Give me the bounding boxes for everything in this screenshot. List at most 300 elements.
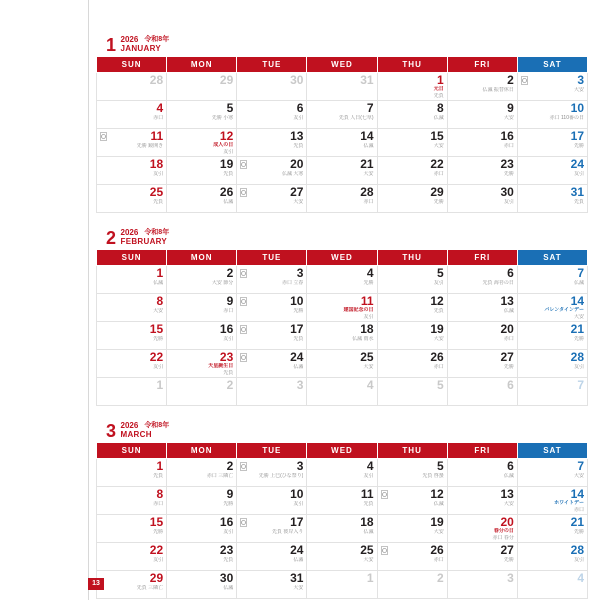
rokuyo-note: 友引 — [573, 557, 584, 563]
day-cell[interactable] — [167, 157, 237, 185]
day-cell[interactable] — [237, 378, 307, 406]
day-cell[interactable] — [307, 185, 377, 213]
day-cell[interactable] — [517, 487, 587, 515]
day-cell[interactable] — [377, 459, 447, 487]
day-cell[interactable] — [307, 129, 377, 157]
rokuyo-note: 大安 — [363, 557, 374, 563]
day-cell[interactable] — [307, 487, 377, 515]
day-cell[interactable] — [237, 459, 307, 487]
week-row — [97, 322, 588, 350]
rokuyo-note: 赤口 春分 — [492, 535, 514, 541]
day-cell[interactable] — [167, 378, 237, 406]
day-number: 1 — [156, 266, 164, 280]
weekday-header-sat: SAT — [517, 250, 587, 266]
day-number: 2 — [226, 459, 234, 473]
week-row — [97, 459, 588, 487]
day-cell[interactable] — [97, 515, 167, 543]
month-name-english: MARCH — [120, 430, 152, 439]
day-cell[interactable] — [517, 459, 587, 487]
day-number: 18 — [360, 322, 374, 336]
calendar-sheet — [96, 28, 588, 607]
day-number: 20 — [290, 157, 304, 171]
rokuyo-note: 先勝 — [153, 336, 164, 342]
day-cell[interactable] — [307, 266, 377, 294]
binding-margin-line — [88, 0, 89, 600]
day-number: 3 — [577, 73, 584, 87]
rokuyo-note: 大安 — [433, 529, 444, 535]
day-cell[interactable] — [97, 266, 167, 294]
day-cell[interactable] — [377, 515, 447, 543]
day-cell[interactable] — [237, 487, 307, 515]
rokuyo-note: 仏滅 — [223, 199, 234, 205]
rokuyo-note: 大安 — [153, 308, 164, 314]
day-cell[interactable] — [377, 487, 447, 515]
day-cell[interactable] — [517, 571, 587, 599]
day-number: 28 — [149, 73, 164, 87]
day-cell[interactable] — [447, 350, 517, 378]
rokuyo-note: 友引 — [503, 199, 514, 205]
day-number: 1 — [366, 571, 374, 585]
day-cell[interactable] — [447, 101, 517, 129]
day-cell[interactable] — [237, 157, 307, 185]
rokuyo-note: 赤口 — [153, 115, 164, 121]
week-row — [97, 266, 588, 294]
day-cell[interactable] — [307, 101, 377, 129]
day-cell[interactable] — [307, 350, 377, 378]
day-number: 27 — [500, 350, 514, 364]
day-cell[interactable] — [167, 571, 237, 599]
weekday-header-sun: SUN — [97, 57, 167, 73]
day-number: 2 — [507, 73, 514, 87]
day-cell[interactable] — [377, 73, 447, 101]
day-number: 29 — [430, 185, 444, 199]
day-cell[interactable] — [517, 185, 587, 213]
day-number: 1 — [156, 378, 164, 392]
day-cell[interactable] — [377, 543, 447, 571]
day-number: 14 — [570, 294, 584, 308]
weekday-header-mon: MON — [167, 443, 237, 459]
week-row — [97, 543, 588, 571]
day-cell[interactable] — [307, 543, 377, 571]
day-number: 16 — [219, 322, 234, 336]
day-cell[interactable] — [447, 515, 517, 543]
rokuyo-note: 先負 — [363, 501, 374, 507]
wareki-label: 令和8年 — [144, 422, 170, 429]
month-grid — [96, 442, 588, 599]
day-number: 22 — [149, 543, 164, 557]
rokuyo-note: 先負 海苔の日 — [482, 280, 514, 286]
day-cell[interactable] — [167, 294, 237, 322]
rokuyo-note: 赤口 — [433, 364, 444, 370]
day-cell[interactable] — [307, 515, 377, 543]
day-number: 5 — [437, 266, 444, 280]
rokuyo-note: 先負 — [153, 199, 164, 205]
rokuyo-note: 仏滅 — [433, 115, 444, 121]
weekday-header-sun: SUN — [97, 443, 167, 459]
day-number: 6 — [507, 378, 514, 392]
day-number: 14 — [570, 487, 584, 501]
day-cell[interactable] — [377, 101, 447, 129]
month-number: 3 — [106, 421, 116, 441]
day-number: 19 — [430, 322, 444, 336]
rokuyo-note: 先勝 — [573, 336, 584, 342]
rokuyo-note: 先勝 — [503, 364, 514, 370]
day-number: 15 — [149, 322, 164, 336]
day-cell[interactable] — [377, 185, 447, 213]
moon-phase-icon — [240, 353, 247, 362]
weekday-header-sat: SAT — [517, 57, 587, 73]
day-cell[interactable] — [517, 378, 587, 406]
month-header — [96, 221, 588, 247]
day-cell[interactable] — [377, 129, 447, 157]
moon-phase-icon — [381, 490, 388, 499]
rokuyo-note: 友引 — [363, 473, 374, 479]
month-block — [96, 221, 588, 406]
month-header — [96, 414, 588, 440]
day-number: 10 — [290, 487, 304, 501]
rokuyo-note: 仏滅 大寒 — [282, 171, 304, 177]
moon-phase-icon — [240, 269, 247, 278]
day-cell[interactable] — [237, 266, 307, 294]
rokuyo-note: 先勝 — [503, 171, 514, 177]
rokuyo-note: 先勝 — [573, 143, 584, 149]
day-cell[interactable] — [447, 129, 517, 157]
day-number: 23 — [219, 543, 234, 557]
day-cell[interactable] — [97, 185, 167, 213]
day-cell[interactable] — [307, 157, 377, 185]
weekday-header-sun: SUN — [97, 250, 167, 266]
day-cell[interactable] — [447, 157, 517, 185]
day-number: 26 — [430, 543, 444, 557]
day-number: 24 — [290, 350, 304, 364]
day-number: 3 — [296, 266, 304, 280]
weekday-header-thu: THU — [377, 250, 447, 266]
day-number: 18 — [360, 515, 374, 529]
day-cell[interactable] — [447, 266, 517, 294]
year-label: 2026 — [120, 228, 139, 237]
rokuyo-note: 先勝 — [293, 308, 304, 314]
day-number: 6 — [507, 459, 514, 473]
day-cell[interactable] — [97, 73, 167, 101]
day-cell[interactable] — [447, 294, 517, 322]
day-number: 26 — [219, 185, 234, 199]
day-number: 2 — [226, 266, 234, 280]
rokuyo-note: 大安 — [293, 585, 304, 591]
month-meta — [121, 35, 170, 54]
day-number: 30 — [219, 571, 234, 585]
rokuyo-note: 仏滅 — [503, 308, 514, 314]
day-cell[interactable] — [97, 350, 167, 378]
day-number: 8 — [156, 487, 164, 501]
day-cell[interactable] — [517, 101, 587, 129]
weekday-header-sat: SAT — [517, 443, 587, 459]
day-number: 7 — [577, 266, 584, 280]
rokuyo-note: 赤口 — [223, 308, 234, 314]
moon-phase-icon — [521, 76, 528, 85]
month-block — [96, 414, 588, 599]
day-cell[interactable] — [97, 322, 167, 350]
rokuyo-note: 大安 — [363, 171, 374, 177]
day-number: 21 — [570, 515, 584, 529]
rokuyo-note: 赤口 — [433, 171, 444, 177]
day-cell[interactable] — [517, 73, 587, 101]
day-cell[interactable] — [307, 378, 377, 406]
rokuyo-note: 大安 — [293, 199, 304, 205]
day-number: 6 — [507, 266, 514, 280]
rokuyo-note: 先勝 — [223, 501, 234, 507]
rokuyo-note: 先負 — [153, 473, 164, 479]
day-cell[interactable] — [97, 101, 167, 129]
rokuyo-note: 仏滅 雨水 — [352, 336, 374, 342]
day-cell[interactable] — [97, 543, 167, 571]
wareki-label: 令和8年 — [144, 36, 170, 43]
day-cell[interactable] — [377, 571, 447, 599]
day-cell[interactable] — [167, 350, 237, 378]
day-cell[interactable] — [307, 294, 377, 322]
day-number: 11 — [360, 487, 374, 501]
day-cell[interactable] — [167, 73, 237, 101]
rokuyo-note: 赤口 三隣亡 — [206, 473, 234, 479]
week-row — [97, 157, 588, 185]
day-number: 4 — [366, 459, 374, 473]
day-cell[interactable] — [237, 73, 307, 101]
rokuyo-note: 仏滅 — [293, 364, 304, 370]
day-cell[interactable] — [377, 378, 447, 406]
day-cell[interactable] — [167, 185, 237, 213]
day-cell[interactable] — [237, 515, 307, 543]
day-number: 25 — [149, 185, 164, 199]
day-number: 2 — [226, 378, 234, 392]
rokuyo-note: 赤口 110番の日 — [549, 115, 584, 121]
month-grid — [96, 56, 588, 213]
year-line — [121, 228, 170, 237]
month-number: 2 — [106, 228, 116, 248]
day-cell[interactable] — [237, 185, 307, 213]
day-number: 27 — [500, 543, 514, 557]
rokuyo-note: 赤口 — [153, 501, 164, 507]
rokuyo-note: 先負 — [293, 143, 304, 149]
day-number: 29 — [149, 571, 164, 585]
day-cell[interactable] — [517, 350, 587, 378]
moon-phase-icon — [240, 188, 247, 197]
rokuyo-note: 先勝 — [573, 529, 584, 535]
day-number: 28 — [360, 185, 374, 199]
month-block — [96, 28, 588, 213]
day-cell[interactable] — [237, 350, 307, 378]
day-number: 17 — [290, 515, 304, 529]
day-number: 7 — [577, 459, 584, 473]
event-label: バレンタインデー — [544, 307, 584, 313]
day-cell[interactable] — [307, 73, 377, 101]
holiday-label: 成人の日 — [213, 142, 234, 148]
rokuyo-note: 先勝 — [363, 280, 374, 286]
day-cell[interactable] — [97, 378, 167, 406]
rokuyo-note: 先勝 上巳(ひな祭り) — [258, 473, 304, 479]
moon-phase-icon — [240, 518, 247, 527]
day-number: 22 — [430, 157, 444, 171]
day-cell[interactable] — [307, 322, 377, 350]
day-cell[interactable] — [237, 101, 307, 129]
rokuyo-note: 大安 — [503, 115, 514, 121]
week-row — [97, 378, 588, 406]
weekday-header-row — [97, 443, 588, 459]
day-number: 11 — [150, 129, 164, 143]
day-cell[interactable] — [517, 543, 587, 571]
day-cell[interactable] — [377, 266, 447, 294]
day-number: 23 — [500, 157, 514, 171]
day-cell[interactable] — [237, 322, 307, 350]
day-number: 23 — [219, 350, 234, 364]
day-cell[interactable] — [97, 294, 167, 322]
day-number: 19 — [219, 157, 234, 171]
year-label: 2026 — [120, 421, 139, 430]
day-cell[interactable] — [237, 294, 307, 322]
day-number: 12 — [430, 294, 444, 308]
day-number: 22 — [149, 350, 164, 364]
day-number: 24 — [570, 157, 584, 171]
day-cell[interactable] — [517, 129, 587, 157]
rokuyo-note: 先負 — [433, 93, 444, 99]
rokuyo-note: 仏滅 — [433, 501, 444, 507]
day-cell[interactable] — [97, 487, 167, 515]
week-row — [97, 294, 588, 322]
day-cell[interactable] — [377, 350, 447, 378]
day-cell[interactable] — [447, 543, 517, 571]
day-cell[interactable] — [517, 294, 587, 322]
day-number: 7 — [366, 101, 374, 115]
rokuyo-note: 先勝 — [503, 557, 514, 563]
day-cell[interactable] — [377, 322, 447, 350]
day-cell[interactable] — [97, 157, 167, 185]
rokuyo-note: 仏滅 — [573, 280, 584, 286]
day-number: 10 — [570, 101, 584, 115]
day-cell[interactable] — [237, 543, 307, 571]
day-number: 15 — [430, 129, 444, 143]
weekday-header-tue: TUE — [237, 443, 307, 459]
day-cell[interactable] — [167, 101, 237, 129]
rokuyo-note: 友引 — [223, 149, 234, 155]
day-number: 13 — [500, 294, 514, 308]
day-number: 31 — [570, 185, 584, 199]
rokuyo-note: 先負 — [433, 308, 444, 314]
day-cell[interactable] — [377, 157, 447, 185]
day-cell[interactable] — [237, 571, 307, 599]
rokuyo-note: 大安 節分 — [211, 280, 234, 286]
day-number: 12 — [430, 487, 444, 501]
year-line — [121, 35, 170, 44]
day-cell[interactable] — [447, 185, 517, 213]
weekday-header-row — [97, 57, 588, 73]
day-cell[interactable] — [167, 459, 237, 487]
day-cell[interactable] — [447, 322, 517, 350]
day-cell[interactable] — [237, 129, 307, 157]
weekday-header-tue: TUE — [237, 57, 307, 73]
day-number: 9 — [226, 487, 234, 501]
day-number: 2 — [437, 571, 444, 585]
day-cell[interactable] — [167, 487, 237, 515]
day-number: 31 — [290, 571, 304, 585]
day-cell[interactable] — [97, 571, 167, 599]
day-number: 9 — [226, 294, 234, 308]
rokuyo-note: 仏滅 — [153, 280, 164, 286]
day-cell[interactable] — [167, 515, 237, 543]
day-cell[interactable] — [517, 266, 587, 294]
day-number: 3 — [296, 378, 304, 392]
day-cell[interactable] — [447, 73, 517, 101]
day-cell[interactable] — [447, 459, 517, 487]
day-number: 16 — [219, 515, 234, 529]
holiday-label: 天皇誕生日 — [208, 363, 234, 369]
day-number: 3 — [507, 571, 514, 585]
weekday-header-row — [97, 250, 588, 266]
rokuyo-note: 赤口 立春 — [282, 280, 304, 286]
rokuyo-note: 友引 — [573, 171, 584, 177]
moon-phase-icon — [381, 546, 388, 555]
month-name-english: FEBRUARY — [120, 237, 168, 246]
day-number: 1 — [156, 459, 164, 473]
rokuyo-note: 先負 啓蟄 — [422, 473, 444, 479]
day-cell[interactable] — [447, 571, 517, 599]
day-cell[interactable] — [97, 459, 167, 487]
day-number: 18 — [149, 157, 164, 171]
weekday-header-mon: MON — [167, 57, 237, 73]
day-cell[interactable] — [167, 322, 237, 350]
rokuyo-note: 先負 三隣亡 — [136, 585, 164, 591]
day-cell[interactable] — [517, 322, 587, 350]
day-number: 27 — [290, 185, 304, 199]
month-grid — [96, 249, 588, 406]
day-cell[interactable] — [307, 571, 377, 599]
day-cell[interactable] — [517, 515, 587, 543]
day-cell[interactable] — [307, 459, 377, 487]
day-number: 1 — [437, 73, 444, 87]
weekday-header-fri: FRI — [447, 250, 517, 266]
rokuyo-note: 先勝 — [153, 529, 164, 535]
day-cell[interactable] — [447, 487, 517, 515]
week-row — [97, 101, 588, 129]
rokuyo-note: 友引 — [153, 364, 164, 370]
day-cell[interactable] — [167, 266, 237, 294]
weekday-header-thu: THU — [377, 443, 447, 459]
moon-phase-icon — [240, 462, 247, 471]
weekday-header-wed: WED — [307, 250, 377, 266]
rokuyo-note: 赤口 — [573, 507, 584, 513]
rokuyo-note: 大安 — [433, 336, 444, 342]
holiday-label: 元日 — [433, 86, 444, 92]
day-number: 19 — [430, 515, 444, 529]
rokuyo-note: 仏滅 — [293, 557, 304, 563]
day-number: 25 — [360, 350, 374, 364]
day-cell[interactable] — [167, 543, 237, 571]
week-row — [97, 487, 588, 515]
rokuyo-note: 大安 — [573, 314, 584, 320]
rokuyo-note: 友引 — [223, 336, 234, 342]
day-number: 10 — [290, 294, 304, 308]
weekday-header-wed: WED — [307, 57, 377, 73]
rokuyo-note: 仏滅 — [503, 473, 514, 479]
month-name-english: JANUARY — [120, 44, 161, 53]
day-cell[interactable] — [377, 294, 447, 322]
rokuyo-note: 友引 — [223, 529, 234, 535]
day-cell[interactable] — [517, 157, 587, 185]
day-cell[interactable] — [97, 129, 167, 157]
day-cell[interactable] — [167, 129, 237, 157]
rokuyo-note: 先負 — [293, 336, 304, 342]
month-number: 1 — [106, 35, 116, 55]
day-cell[interactable] — [447, 378, 517, 406]
weekday-header-fri: FRI — [447, 443, 517, 459]
rokuyo-note: 友引 — [363, 314, 374, 320]
